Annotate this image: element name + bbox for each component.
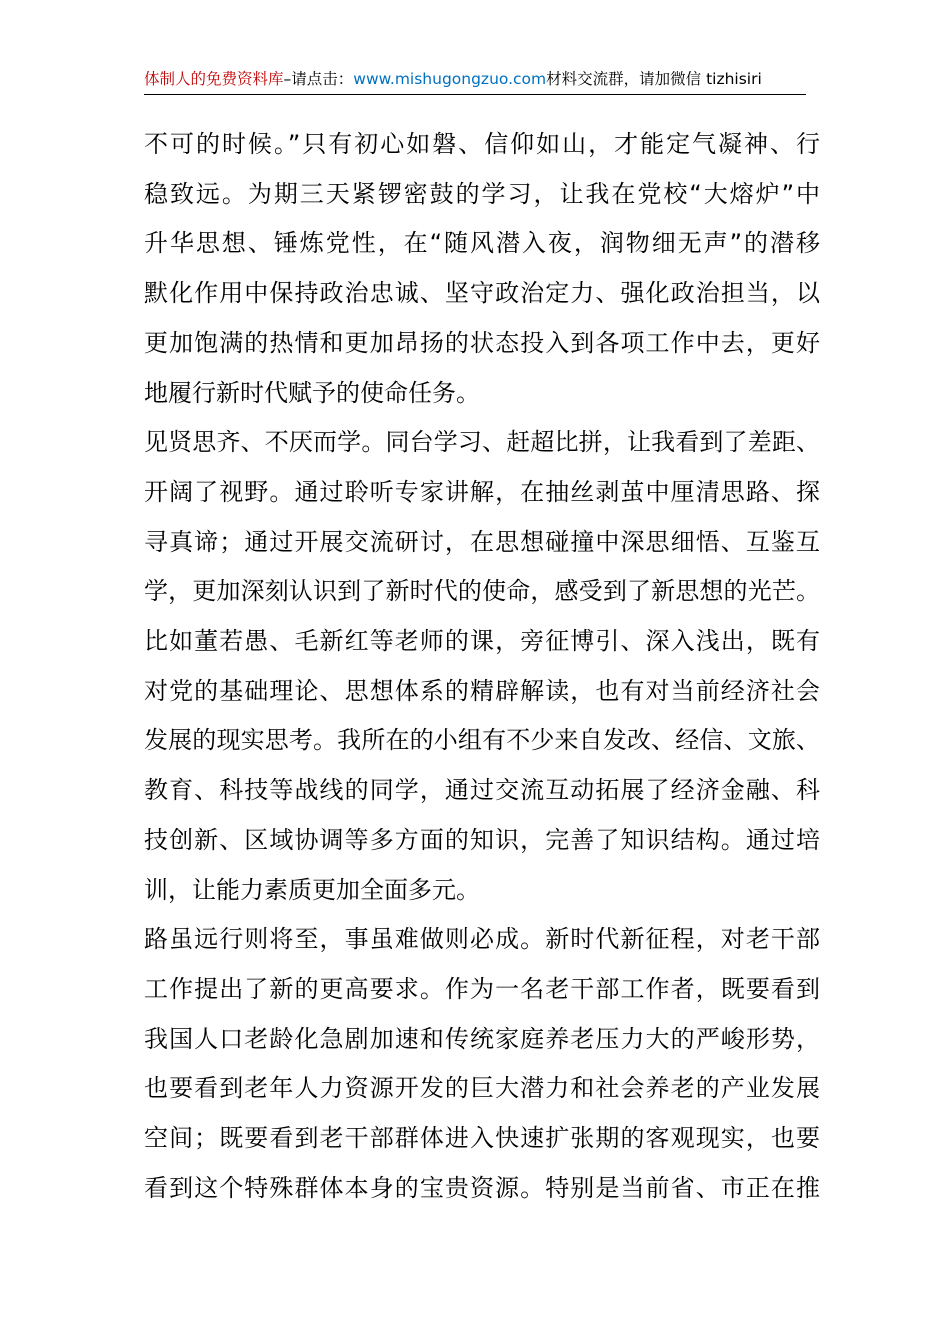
text-line: 我国人口老龄化急剧加速和传统家庭养老压力大的严峻形势，: [144, 1024, 820, 1053]
text-line: 开阔了视野。通过聆听专家讲解，在抽丝剥茧中厘清思路、探: [144, 477, 820, 506]
text-line: 更加饱满的热情和更加昂扬的状态投入到各项工作中去，更好: [144, 328, 820, 357]
text-line: 升华思想、锤炼党性，在“随风潜入夜，润物细无声”的潜移: [144, 229, 820, 258]
text-line: 见贤思齐、不厌而学。同台学习、赶超比拼，让我看到了差距、: [144, 428, 820, 457]
text-line: 路虽远行则将至，事虽难做则必成。新时代新征程，对老干部: [144, 925, 820, 954]
text-line: 看到这个特殊群体本身的宝贵资源。特别是当前省、市正在推: [144, 1173, 820, 1202]
paragraph-1: [144, 120, 820, 418]
text-line: 默化作用中保持政治忠诚、坚守政治定力、强化政治担当，以: [144, 279, 820, 308]
header-brand: 体制人的免费资料库: [144, 70, 284, 88]
text-line: 地履行新时代赋予的使命任务。: [144, 378, 480, 407]
text-line: 学，更加深刻认识到了新时代的使命，感受到了新思想的光芒。: [144, 577, 820, 606]
text-line: 寻真谛；通过开展交流研讨，在思想碰撞中深思细悟、互鉴互: [144, 527, 820, 556]
page-header: [144, 68, 806, 95]
header-url-link[interactable]: www.mishugongzuo.com: [353, 70, 547, 88]
paragraph-2: [144, 418, 820, 915]
header-separator: –请点击：: [283, 70, 354, 88]
paragraph-3: [144, 915, 820, 1213]
text-line: 技创新、区域协调等多方面的知识，完善了知识结构。通过培: [144, 825, 820, 854]
document-body: [144, 120, 820, 1213]
text-line: 稳致远。为期三天紧锣密鼓的学习，让我在党校“大熔炉”中: [144, 179, 820, 208]
text-line: 工作提出了新的更高要求。作为一名老干部工作者，既要看到: [144, 974, 820, 1003]
text-line: 也要看到老年人力资源开发的巨大潜力和社会养老的产业发展: [144, 1074, 820, 1103]
header-note: 材料交流群，请加微信 tizhisiri: [546, 70, 762, 88]
text-line: 空间；既要看到老干部群体进入快速扩张期的客观现实，也要: [144, 1124, 820, 1153]
text-line: 对党的基础理论、思想体系的精辟解读，也有对当前经济社会: [144, 676, 820, 705]
text-line: 发展的现实思考。我所在的小组有不少来自发改、经信、文旅、: [144, 726, 820, 755]
text-line: 教育、科技等战线的同学，通过交流互动拓展了经济金融、科: [144, 776, 820, 805]
text-line: 比如董若愚、毛新红等老师的课，旁征博引、深入浅出，既有: [144, 627, 820, 656]
text-line: 不可的时候。”只有初心如磐、信仰如山，才能定气凝神、行: [144, 130, 820, 158]
text-line: 训，让能力素质更加全面多元。: [144, 875, 480, 904]
